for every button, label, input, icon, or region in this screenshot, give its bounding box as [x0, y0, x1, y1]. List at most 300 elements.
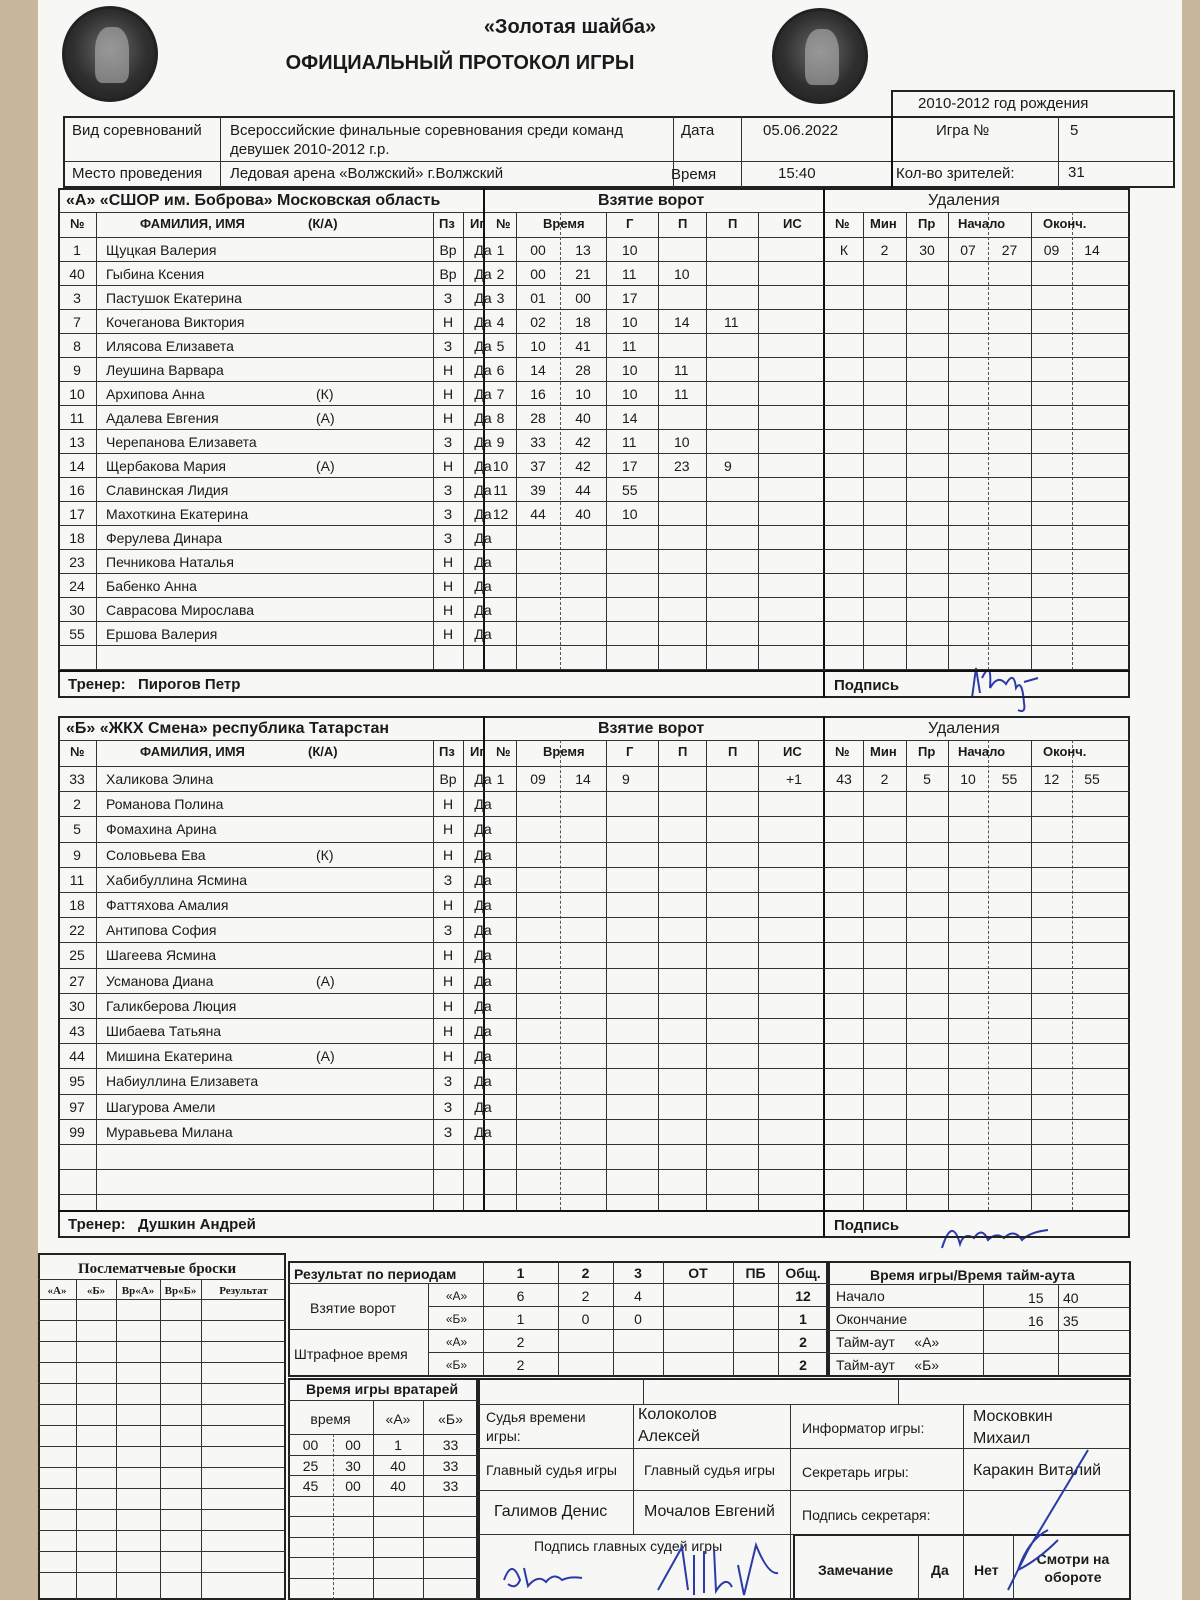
penalty-player: 43	[836, 771, 852, 787]
period-value: 12	[795, 1288, 811, 1304]
player-captain-mark: (А)	[316, 458, 335, 474]
shootout-row-line	[38, 1509, 286, 1510]
goal-assist-1: 11	[674, 386, 689, 402]
team-a-player-col-0	[96, 212, 97, 670]
informer-label: Информатор игры:	[802, 1420, 925, 1436]
team-a-row-line	[58, 621, 1130, 622]
goalie-change-minutes: 00	[302, 1437, 319, 1453]
shootout-col-header: «Б»	[86, 1285, 106, 1297]
shootout-row-line	[38, 1362, 286, 1363]
player-name: Архипова Анна	[106, 386, 205, 402]
player-played: Да	[474, 338, 492, 354]
periods-team-label: «А»	[445, 1335, 468, 1349]
team-b-row-line	[58, 867, 1130, 868]
shootout-row-line	[38, 1572, 286, 1573]
goal-time-header: Время	[543, 744, 585, 759]
team-a-row-line	[58, 525, 1130, 526]
player-position: З	[443, 1098, 453, 1115]
goal-assist-2: 9	[724, 458, 732, 474]
goal-scorer: 55	[622, 482, 638, 498]
goal-minutes: 33	[530, 434, 546, 450]
team-a-pen-col-2	[948, 212, 949, 670]
game-end-label: Окончание	[836, 1311, 908, 1327]
goal-minutes: 37	[530, 458, 546, 474]
goal-seconds: 44	[575, 482, 591, 498]
time-value: 15:40	[778, 165, 816, 182]
game-end-hours: 16	[1028, 1313, 1044, 1329]
player-number: 1	[73, 242, 81, 258]
competition-line-2: девушек 2010-2012 г.р.	[230, 141, 390, 158]
player-played: Да	[474, 290, 492, 306]
time-label: Время	[671, 166, 717, 183]
goal-assist-1: 11	[674, 362, 689, 378]
player-played: Да	[474, 871, 492, 888]
penalties-header: Удаления	[928, 720, 1000, 737]
player-position: Н	[442, 947, 454, 964]
goal-minutes: 16	[530, 386, 546, 402]
number-col-header: №	[70, 216, 85, 231]
team-a-row-line	[58, 453, 1130, 454]
player-number: 40	[69, 266, 85, 282]
period-value: 2	[799, 1357, 807, 1373]
player-number: 95	[69, 1073, 85, 1090]
player-position: З	[443, 338, 453, 354]
player-position: Н	[442, 578, 454, 594]
player-position: Н	[442, 410, 454, 426]
player-number: 18	[69, 897, 85, 913]
goal-scorer: 11	[622, 434, 637, 450]
shootout-col-header: «А»	[47, 1285, 67, 1297]
team-b-row-line	[58, 1169, 1130, 1170]
goal-number: 9	[496, 434, 505, 450]
player-name: Шагеева Ясмина	[106, 947, 217, 964]
player-number: 24	[69, 578, 85, 594]
timeout-a-label: Тайм-аут «А»	[836, 1334, 940, 1350]
penalty-minutes: 2	[880, 242, 889, 258]
player-position: З	[443, 290, 453, 306]
head-ref-signature-2	[648, 1535, 788, 1600]
player-position: З	[443, 506, 453, 522]
player-position: З	[443, 530, 453, 546]
pen-start-header: Начало	[958, 744, 1006, 759]
player-position: З	[443, 922, 453, 939]
period-col-header: ОТ	[688, 1265, 708, 1281]
player-number: 30	[69, 602, 85, 618]
team-b-pen-col-2	[948, 740, 949, 1210]
shootout-row-line	[38, 1446, 286, 1447]
penalty-minutes: 2	[880, 771, 889, 787]
competition-label: Вид соревнований	[72, 122, 202, 139]
coach-signature-label: Подпись	[834, 1217, 900, 1234]
team-a-row-line	[58, 381, 1130, 382]
player-name: Романова Полина	[106, 796, 224, 813]
player-name: Набиуллина Елизавета	[106, 1073, 259, 1090]
player-number: 25	[69, 947, 85, 964]
team-b-row-line	[58, 1119, 1130, 1120]
team-b-row-line	[58, 1018, 1130, 1019]
team-a-goal-col-2	[658, 212, 659, 670]
player-number: 16	[69, 482, 85, 498]
player-played: Да	[474, 821, 492, 838]
team-b-title-line	[58, 740, 1130, 741]
team-a-row-line	[58, 501, 1130, 502]
team-b-row-line	[58, 968, 1130, 969]
game-start-label: Начало	[836, 1288, 885, 1304]
player-played: Да	[474, 530, 492, 546]
shootout-col-header: Результат	[219, 1285, 268, 1297]
goal-minutes: 14	[530, 362, 546, 378]
goal-assist-1: 14	[674, 314, 690, 330]
remark-see-back: Смотри на обороте	[1036, 1551, 1110, 1585]
player-number: 9	[73, 846, 81, 863]
periods-row-line	[428, 1352, 828, 1353]
competition-line-1: Всероссийские финальные соревнования среди команд	[230, 122, 624, 139]
goal-minutes: 28	[530, 410, 546, 426]
player-number: 22	[69, 922, 85, 939]
team-b-row-line	[58, 1094, 1130, 1095]
period-col-header: ПБ	[745, 1265, 766, 1281]
team-b-time-dash	[560, 740, 561, 1210]
player-name: Щербакова Мария	[106, 458, 226, 474]
team-b-goal-col-3	[706, 740, 707, 1210]
goalie-a-number: 1	[394, 1437, 402, 1453]
pen-min-header: Мин	[870, 744, 897, 759]
goal-scorer: 10	[622, 242, 638, 258]
name-col-header: ФАМИЛИЯ, ИМЯ	[140, 744, 245, 759]
period-col-header: 1	[516, 1265, 525, 1281]
team-b-row-line	[58, 917, 1130, 918]
goal-seconds: 40	[575, 410, 591, 426]
goal-no-header: №	[496, 744, 511, 759]
player-played: Да	[474, 796, 492, 813]
team-a-row-line	[58, 549, 1130, 550]
player-captain-mark: (К)	[316, 846, 334, 863]
player-played: Да	[474, 434, 492, 450]
player-position: Вр	[439, 242, 457, 258]
periods-row-line	[288, 1329, 828, 1330]
date-value: 05.06.2022	[763, 122, 839, 139]
player-number: 27	[69, 972, 85, 989]
goals-header: Взятие ворот	[598, 192, 705, 209]
team-a-title: «А» «СШОР им. Боброва» Московская область	[66, 192, 441, 209]
goal-assist-1: 10	[674, 434, 690, 450]
player-played: Да	[474, 1073, 492, 1090]
shootout-title: Послематчевые броски	[78, 1261, 237, 1277]
goalie-change-seconds: 30	[345, 1457, 361, 1474]
goal-scorer-header: Г	[626, 216, 634, 231]
periods-pim-label: Штрафное время	[294, 1346, 408, 1362]
informer-name-2: Михаил	[973, 1430, 1031, 1447]
goal-number: 5	[496, 338, 505, 354]
team-b-pen-col-0	[863, 740, 864, 1210]
periods-title: Результат по периодам	[294, 1266, 457, 1282]
player-played: Да	[474, 1048, 492, 1065]
player-played: Да	[474, 997, 492, 1014]
player-position: Н	[442, 846, 454, 863]
goal-seconds: 28	[575, 362, 591, 378]
goal-no-header: №	[496, 216, 511, 231]
goal-time-header: Время	[543, 216, 585, 231]
goal-number: 1	[496, 771, 505, 787]
player-captain-mark: (К)	[316, 386, 334, 402]
goal-minutes: 09	[530, 771, 546, 787]
team-a-row-line	[58, 333, 1130, 334]
player-captain-mark: (А)	[316, 1048, 335, 1065]
player-name: Черепанова Елизавета	[106, 434, 257, 450]
team-a-goal-col-4	[758, 212, 759, 670]
team-a-row-line	[58, 261, 1130, 262]
game-time-line-2	[828, 1307, 1131, 1308]
player-position: З	[443, 871, 453, 888]
player-position: Н	[442, 821, 454, 838]
goal-number: 11	[493, 482, 508, 498]
goal-minutes: 39	[530, 482, 546, 498]
period-col-header: 3	[634, 1265, 642, 1281]
player-number: 97	[69, 1098, 85, 1115]
player-number: 44	[69, 1048, 85, 1065]
goal-minutes: 44	[530, 506, 546, 522]
player-played: Да	[474, 897, 492, 913]
name-col-header: ФАМИЛИЯ, ИМЯ	[140, 216, 245, 231]
remark-no: Нет	[974, 1562, 999, 1578]
team-b-goal-col-1	[606, 740, 607, 1210]
player-name: Фомахина Арина	[106, 821, 217, 838]
shootout-row-line	[38, 1425, 286, 1426]
player-position: Н	[442, 972, 454, 989]
player-number: 17	[69, 506, 85, 522]
player-played: Да	[474, 626, 492, 642]
player-number: 13	[69, 434, 85, 450]
pen-reason-header: Пр	[918, 744, 936, 759]
player-name: Ферулева Динара	[106, 530, 223, 546]
place-label: Место проведения	[72, 165, 203, 182]
birth-years-text: 2010-2012 год рождения	[918, 95, 1089, 112]
game-time-col	[983, 1284, 984, 1377]
team-a-row-line	[58, 669, 1130, 670]
team-a-pen-col-1	[906, 212, 907, 670]
pen-end-header: Оконч.	[1043, 216, 1087, 231]
goalie-a-number: 40	[390, 1478, 406, 1494]
assist-1-header: П	[678, 744, 688, 759]
team-b-row-line	[58, 942, 1130, 943]
team-a-row-line	[58, 645, 1130, 646]
team-a-row-line	[58, 477, 1130, 478]
team-a-row-line	[58, 429, 1130, 430]
officials-top-split-1	[643, 1378, 644, 1404]
player-number: 7	[73, 314, 81, 330]
team-b-row-line	[58, 791, 1130, 792]
secretary-name: Каракин Виталий	[973, 1462, 1102, 1479]
goalie-b-number: 33	[442, 1478, 459, 1494]
goalie-change-minutes: 45	[302, 1478, 319, 1494]
team-a-goal-col-1	[606, 212, 607, 670]
player-played: Да	[474, 554, 492, 570]
player-name: Мишина Екатерина	[106, 1048, 233, 1065]
player-position: Н	[442, 386, 454, 402]
player-position: Н	[442, 1048, 454, 1065]
goal-scorer: 10	[622, 386, 638, 402]
game-number-label: Игра №	[936, 122, 990, 139]
tournament-title: «Золотая шайба»	[483, 16, 657, 38]
shootout-row-line	[38, 1404, 286, 1405]
period-value: 4	[634, 1288, 642, 1304]
player-name: Муравьева Милана	[106, 1123, 233, 1140]
goalie-row-line	[288, 1496, 478, 1497]
period-value: 1	[516, 1311, 525, 1327]
pen-end-header: Оконч.	[1043, 744, 1087, 759]
goal-seconds: 00	[575, 290, 591, 306]
goal-situation: +1	[786, 771, 802, 787]
player-name: Антипова София	[106, 922, 217, 939]
player-position: З	[443, 482, 453, 498]
goalie-header-line	[288, 1400, 478, 1401]
team-b-coach-line	[58, 1210, 1130, 1212]
timekeeper-label-1: Судья времени	[486, 1409, 586, 1425]
pen-start-header: Начало	[958, 216, 1006, 231]
player-number: 2	[73, 796, 81, 813]
team-b-row-line	[58, 892, 1130, 893]
player-played: Да	[474, 1123, 492, 1140]
goal-number: 2	[496, 266, 505, 282]
player-position: Н	[442, 458, 454, 474]
head-ref-signature-1	[498, 1550, 588, 1596]
team-b-goal-col-2	[658, 740, 659, 1210]
team-b-goal-col-4	[758, 740, 759, 1210]
penalty-end-min: 12	[1043, 771, 1060, 787]
info-divider	[63, 161, 1175, 162]
info-col-4	[891, 116, 893, 188]
timekeeper-name-2: Алексей	[638, 1428, 700, 1445]
player-name: Фаттяхова Амалия	[106, 897, 229, 913]
team-a-row-line	[58, 309, 1130, 310]
played-col-header: Иг	[470, 216, 485, 231]
player-played: Да	[474, 947, 492, 964]
goalie-row-line	[288, 1475, 478, 1476]
assist-1-header: П	[678, 216, 688, 231]
player-number: 10	[69, 386, 85, 402]
team-b-pen-col-3	[1031, 740, 1032, 1210]
goalie-row-line	[288, 1578, 478, 1579]
goal-number: 6	[496, 362, 505, 378]
periods-header-line	[288, 1283, 828, 1284]
player-name: Гыбина Ксения	[106, 266, 205, 282]
player-played: Да	[474, 602, 492, 618]
team-a-title-line	[58, 212, 1130, 213]
goal-scorer-header: Г	[626, 744, 634, 759]
spectators-label: Кол-во зрителей:	[896, 165, 1015, 182]
team-a-pen-start-dash	[988, 212, 989, 670]
player-number: 30	[69, 997, 85, 1014]
place-value: Ледовая арена «Волжский» г.Волжский	[230, 165, 504, 182]
head-refs-signature-label: Подпись главных судей игры	[534, 1538, 723, 1554]
team-b-split-2	[823, 716, 825, 1238]
penalty-end-sec: 55	[1084, 771, 1100, 787]
team-b-row-line	[58, 993, 1130, 994]
goalie-time-title: Время игры вратарей	[306, 1381, 459, 1397]
goalie-change-minutes: 25	[302, 1457, 319, 1474]
goal-scorer: 11	[622, 266, 637, 282]
goal-scorer: 11	[622, 338, 637, 354]
position-col-header: Пз	[439, 744, 455, 759]
shootout-row-line	[38, 1488, 286, 1489]
team-b-player-col-0	[96, 740, 97, 1210]
penalty-end-min: 09	[1043, 242, 1060, 258]
goal-seconds: 14	[575, 771, 591, 787]
officials-col-1	[633, 1404, 634, 1534]
player-name: Леушина Варвара	[106, 362, 224, 378]
team-a-row-line	[58, 357, 1130, 358]
player-name: Махоткина Екатерина	[106, 506, 249, 522]
player-played: Да	[474, 846, 492, 863]
player-name: Адалева Евгения	[106, 410, 219, 426]
goal-scorer: 9	[622, 771, 630, 787]
spectators-value: 31	[1068, 164, 1085, 181]
shootout-col-header: Вр«А»	[121, 1285, 155, 1297]
officials-top-line	[478, 1404, 1131, 1405]
player-name: Соловьева Ева	[106, 846, 206, 863]
period-value: 2	[799, 1334, 807, 1350]
team-a-pen-col-3	[1031, 212, 1032, 670]
head-ref-name-1: Галимов Денис	[494, 1503, 608, 1520]
periods-team-label: «Б»	[445, 1312, 468, 1326]
goal-minutes: 00	[530, 242, 546, 258]
goal-seconds: 13	[575, 242, 591, 258]
coach-name: Пирогов Петр	[138, 676, 241, 693]
player-played: Да	[474, 314, 492, 330]
officials-top-split-2	[898, 1378, 899, 1404]
game-time-line-1	[828, 1284, 1131, 1285]
goal-seconds: 41	[575, 338, 591, 354]
game-start-minutes: 40	[1063, 1290, 1079, 1306]
penalty-player: К	[839, 242, 849, 258]
goal-number: 4	[496, 314, 505, 330]
player-position: З	[443, 1123, 453, 1140]
periods-team-label: «А»	[445, 1289, 468, 1303]
player-number: 11	[69, 410, 85, 426]
pen-no-header: №	[835, 216, 850, 231]
player-played: Да	[474, 771, 492, 787]
head-ref-label-2: Главный судья игры	[644, 1462, 775, 1478]
goalie-row-line	[288, 1516, 478, 1517]
team-b-row-line	[58, 842, 1130, 843]
team-b-row-line	[58, 816, 1130, 817]
team-b-header-line	[58, 766, 1130, 767]
player-position: Вр	[439, 266, 457, 282]
goal-seconds: 42	[575, 434, 591, 450]
date-label: Дата	[681, 122, 715, 139]
periods-goals-label: Взятие ворот	[310, 1300, 396, 1316]
goalie-change-seconds: 00	[345, 1437, 361, 1453]
goal-scorer: 10	[622, 362, 638, 378]
player-name: Ершова Валерия	[106, 626, 218, 642]
period-col-header: 2	[581, 1265, 590, 1281]
player-number: 5	[73, 821, 81, 838]
player-name: Шибаева Татьяна	[106, 1023, 222, 1039]
timekeeper-name-1: Колоколов	[638, 1406, 717, 1423]
period-value: 0	[634, 1311, 642, 1327]
period-value: 1	[799, 1311, 807, 1327]
player-name: Щуцкая Валерия	[106, 242, 217, 258]
info-col-1	[220, 116, 221, 188]
informer-name-1: Московкин	[973, 1408, 1053, 1425]
protocol-sheet	[38, 0, 1182, 1600]
player-name: Бабенко Анна	[106, 578, 197, 594]
player-captain-mark: (А)	[316, 410, 335, 426]
remark-yes: Да	[931, 1562, 949, 1578]
team-b-pen-end-dash	[1072, 740, 1073, 1210]
penalties-header: Удаления	[928, 192, 1000, 209]
team-a-row-line	[58, 285, 1130, 286]
